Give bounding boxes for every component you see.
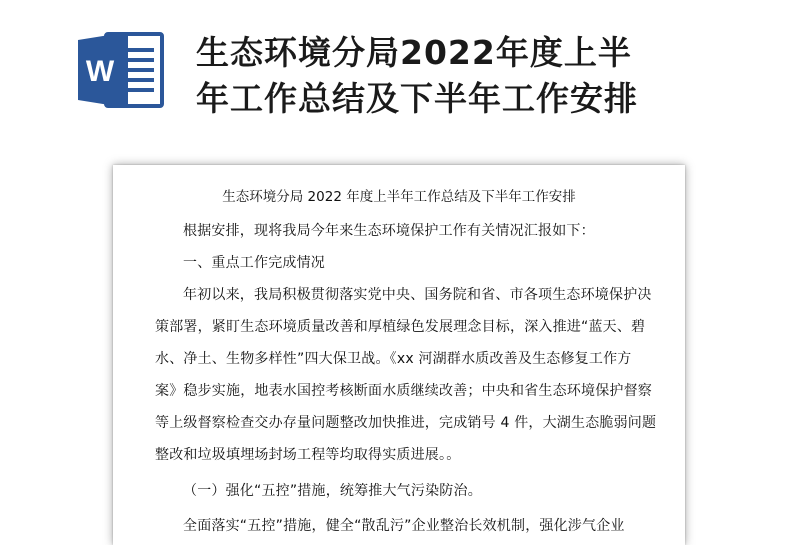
paragraph: 年初以来，我局积极贯彻落实党中央、国务院和省、市各项生态环境保护决 (183, 287, 652, 303)
page-title-line-1: 生态环境分局2022年度上半 (196, 33, 632, 72)
paragraph-line: 整改和垃圾填埋场封场工程等均取得实质进展。。 (155, 447, 461, 463)
paragraph: 全面落实“五控”措施，健全“散乱污”企业整治长效机制，强化涉气企业 (183, 518, 625, 534)
paragraph-line: 水、净土、生物多样性”四大保卫战。《xx 河湖群水质改善及生态修复工作方 (155, 351, 632, 367)
paragraph-line: 案》稳步实施，地表水国控考核断面水质继续改善；中央和省生态环境保护督察 (155, 383, 652, 399)
subsection-heading: （一）强化“五控”措施，统筹推大气污染防治。 (183, 483, 482, 499)
page-title (196, 30, 786, 122)
paragraph-line: 策部署，紧盯生态环境质量改善和厚植绿色发展理念目标，深入推进“蓝天、碧 (155, 319, 646, 335)
document-title: 生态环境分局 2022 年度上半年工作总结及下半年工作安排 (222, 189, 576, 205)
paragraph: 根据安排，现将我局今年来生态环境保护工作有关情况汇报如下： (183, 223, 595, 239)
document-page (113, 165, 685, 545)
word-letter: W (85, 55, 115, 88)
word-document-icon (76, 28, 168, 112)
section-heading: 一、重点工作完成情况 (183, 255, 325, 271)
paragraph-line: 等上级督察检查交办存量问题整改加快推进，完成销号 4 件，大湖生态脆弱问题 (155, 415, 657, 431)
page-title-line-2: 年工作总结及下半年工作安排 (196, 79, 638, 118)
